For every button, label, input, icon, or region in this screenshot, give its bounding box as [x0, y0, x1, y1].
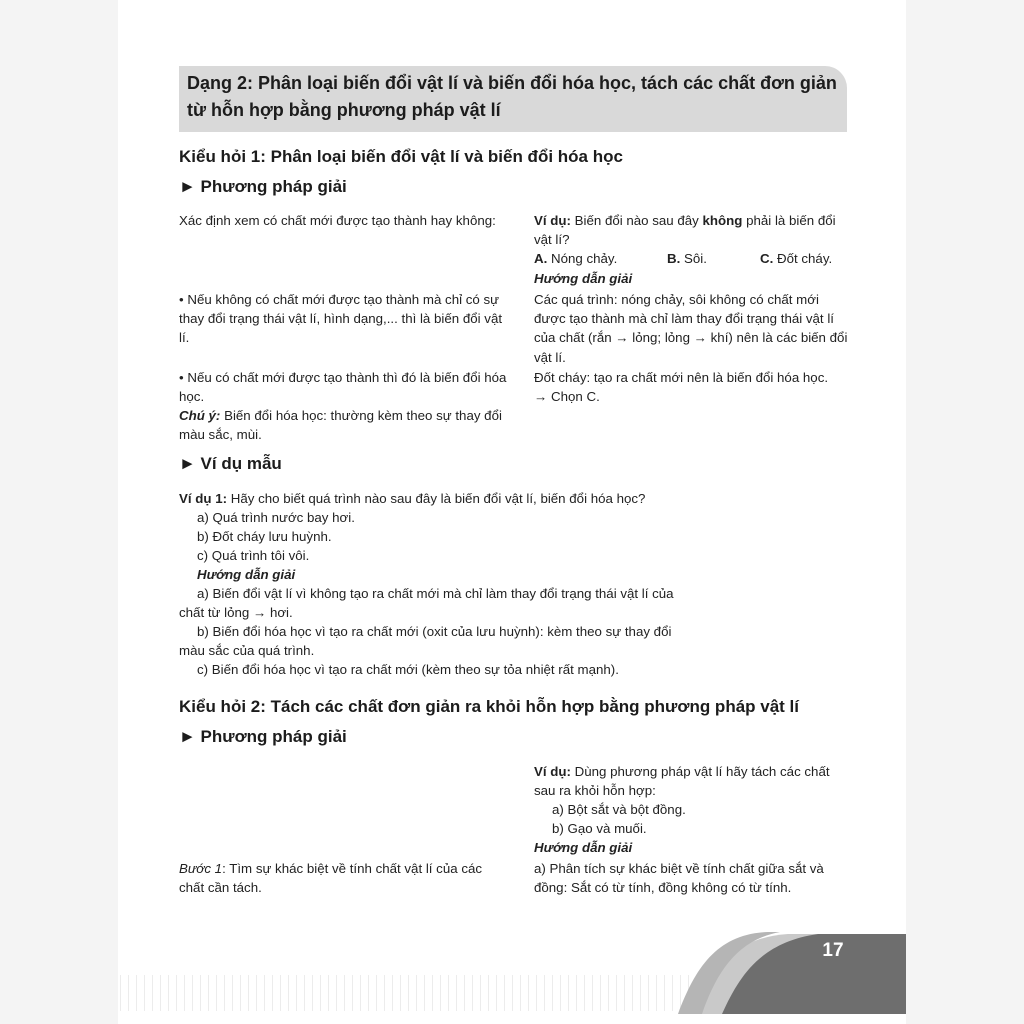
option-a — [534, 249, 617, 268]
section1-method-heading: ► Phương pháp giải — [179, 177, 347, 196]
example2-item-b: b) Gạo và muối. — [552, 821, 647, 836]
sample-question-text: Hãy cho biết quá trình nào sau đây là biến đổi vật lí, biến đổi hóa học? — [227, 491, 646, 506]
note-label: Chú ý: — [179, 408, 221, 423]
section1-heading: Kiểu hỏi 1: Phân loại biến đổi vật lí và biến đổi hóa học — [179, 147, 623, 166]
example-question — [534, 211, 848, 249]
option-b — [667, 249, 707, 268]
example2-label: Ví dụ: — [534, 764, 571, 779]
example-text-2: phải là biến đổi vật lí? — [534, 213, 836, 248]
sample-answer-c: c) Biến đổi hóa học vì tạo ra chất mới (kèm theo sự tỏa nhiệt rất mạnh). — [197, 662, 619, 677]
example-bold: không — [702, 213, 743, 228]
sample-answer-a: a) Biến đổi vật lí vì không tạo ra chất mới mà chỉ làm thay đổi trạng thái vật lí của chất từ lỏng → hơi. — [179, 586, 674, 621]
method-bullet-1: • Nếu không có chất mới được tạo thành mà chỉ có sự thay đổi trạng thái vật lí, hình dạng,... thì là biến đổi vật lí. — [179, 292, 503, 346]
option-b-label: B. — [667, 251, 681, 266]
example2-text: Dùng phương pháp vật lí hãy tách các chất sau ra khỏi hỗn hợp: — [534, 764, 830, 799]
step-1-text: : Tìm sự khác biệt về tính chất vật lí của các chất cần tách. — [179, 861, 483, 896]
banner-title: Dạng 2: Phân loại biến đổi vật lí và biến đổi hóa học, tách các chất đơn giản từ hỗn hợp bằng phương pháp vật lí — [187, 73, 837, 120]
option-c-label: C. — [760, 251, 774, 266]
example-text-1: Biến đổi nào sau đây — [570, 213, 703, 228]
step-1 — [179, 859, 509, 897]
sample-guide-heading: Hướng dẫn giải — [197, 567, 296, 582]
guide-heading-1: Hướng dẫn giải — [534, 271, 633, 286]
option-a-text: Nóng chảy. — [547, 251, 618, 266]
sample-heading: ► Ví dụ mẫu — [179, 454, 282, 473]
page-corner-decoration — [670, 930, 906, 1014]
example-label: Ví dụ: — [534, 213, 571, 228]
sample-item-c: c) Quá trình tôi vôi. — [197, 548, 310, 563]
method-note — [179, 406, 509, 444]
note-text: Biến đổi hóa học: thường kèm theo sự thay đổi màu sắc, mùi. — [179, 408, 502, 443]
footer-stripes — [120, 975, 705, 1011]
sample-answer-b: b) Biến đổi hóa học vì tạo ra chất mới (oxit của lưu huỳnh): kèm theo sự thay đổi màu sắc của quá trình. — [179, 624, 672, 659]
example2-item-a: a) Bột sắt và bột đồng. — [552, 802, 686, 817]
sample-question — [179, 489, 645, 508]
method-intro: Xác định xem có chất mới được tạo thành hay không: — [179, 213, 496, 228]
example2-question — [534, 762, 850, 800]
example2-answer-a: a) Phân tích sự khác biệt về tính chất giữa sắt và đồng: Sắt có từ tính, đồng không có từ tính. — [534, 861, 824, 896]
guide-paragraph-1: Các quá trình: nóng chảy, sôi không có chất mới được tạo thành mà chỉ làm thay đổi trạng thái vật lí của chất (rắn → lỏng; lỏng → khí) nên là các biến đổi vật lí. — [534, 292, 848, 365]
sample-item-b: b) Đốt cháy lưu huỳnh. — [197, 529, 332, 544]
option-a-label: A. — [534, 251, 548, 266]
section2-method-heading: ► Phương pháp giải — [179, 727, 347, 746]
sample-question-label: Ví dụ 1: — [179, 491, 228, 506]
section2-heading: Kiểu hỏi 2: Tách các chất đơn giản ra khỏi hỗn hợp bằng phương pháp vật lí — [179, 697, 800, 716]
step-1-label: Bước 1 — [179, 861, 223, 876]
guide-heading-2: Hướng dẫn giải — [534, 840, 633, 855]
page-number: 17 — [822, 940, 844, 961]
option-c — [760, 249, 832, 268]
method-bullet-2: • Nếu có chất mới được tạo thành thì đó là biến đổi hóa học. — [179, 370, 507, 405]
sample-item-a: a) Quá trình nước bay hơi. — [197, 510, 355, 525]
option-c-text: Đốt cháy. — [773, 251, 833, 266]
option-b-text: Sôi. — [680, 251, 707, 266]
guide-conclusion: → Chọn C. — [534, 389, 600, 404]
guide-paragraph-2: Đốt cháy: tạo ra chất mới nên là biến đổi hóa học. — [534, 370, 829, 385]
